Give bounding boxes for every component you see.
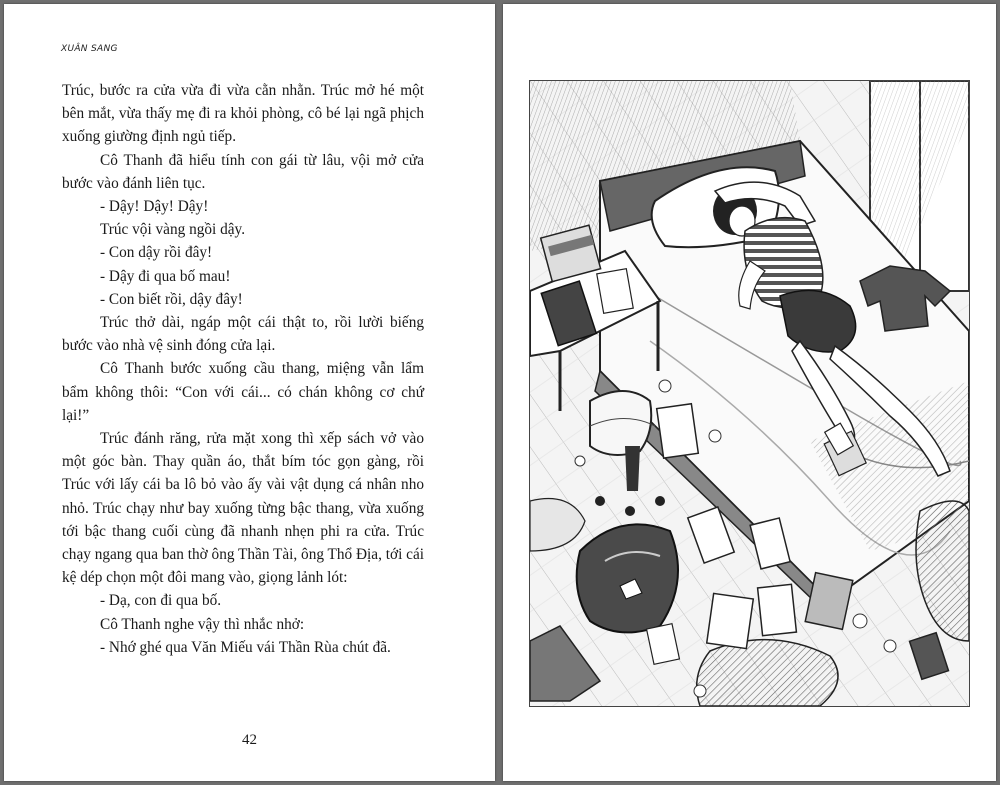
running-head: XUÂN SANG (61, 44, 118, 54)
paragraph: Trúc vội vàng ngồi dậy. (100, 221, 246, 239)
bedroom-illustration (529, 80, 970, 707)
paragraph: Trúc thở dài, ngáp một cái thật to, rồi lười biếng bước vào nhà vệ sinh đóng cửa lại. (62, 314, 424, 355)
paragraph: - Dạ, con đi qua bố. (100, 592, 222, 610)
right-page (503, 4, 996, 781)
paragraph: Cô Thanh đã hiểu tính con gái từ lâu, vội mở cửa bước vào đánh liên tục. (62, 151, 424, 192)
paragraph: Trúc, bước ra cửa vừa đi vừa cằn nhằn. Trúc mở hé một bên mắt, vừa thấy mẹ đi ra khỏi phòng, cô bé lại ngã phịch xuống giường định ngủ tiếp. (62, 82, 424, 146)
left-page (4, 4, 495, 781)
paragraph: - Con biết rồi, dậy đây! (100, 290, 243, 308)
page-number: 42 (242, 732, 257, 748)
paragraph: - Nhớ ghé qua Văn Miếu vái Thần Rùa chút đã. (100, 638, 391, 656)
paragraph: Trúc đánh răng, rửa mặt xong thì xếp sách vở vào một góc bàn. Thay quần áo, thắt bím tóc gọn gàng, rồi Trúc với lấy cái ba lô bỏ vào ấy vài vật dụng cá nhân nho nhỏ. Trúc chạy như bay xuống từng bậc thang, vừa xuống tới bậc thang cuối cùng đã nhanh nhẹn phi ra cửa. Trúc chạy ngang qua ban thờ ông Thần Tài, ông Thổ Địa, tới cái kệ dép chọn một đôi mang vào, giọng lảnh lót: (62, 430, 424, 587)
paragraph: - Con dậy rồi đây! (100, 244, 213, 262)
paragraph: - Dậy! Dậy! Dậy! (100, 198, 209, 216)
paragraph: Cô Thanh nghe vậy thì nhắc nhở: (100, 615, 305, 633)
paragraph: Cô Thanh bước xuống cầu thang, miệng vẫn lẩm bẩm không thôi: “Con với cái... có chán không cơ chứ lại!” (62, 360, 424, 424)
paragraph: - Dậy đi qua bố mau! (100, 267, 231, 285)
body-text (62, 79, 424, 659)
